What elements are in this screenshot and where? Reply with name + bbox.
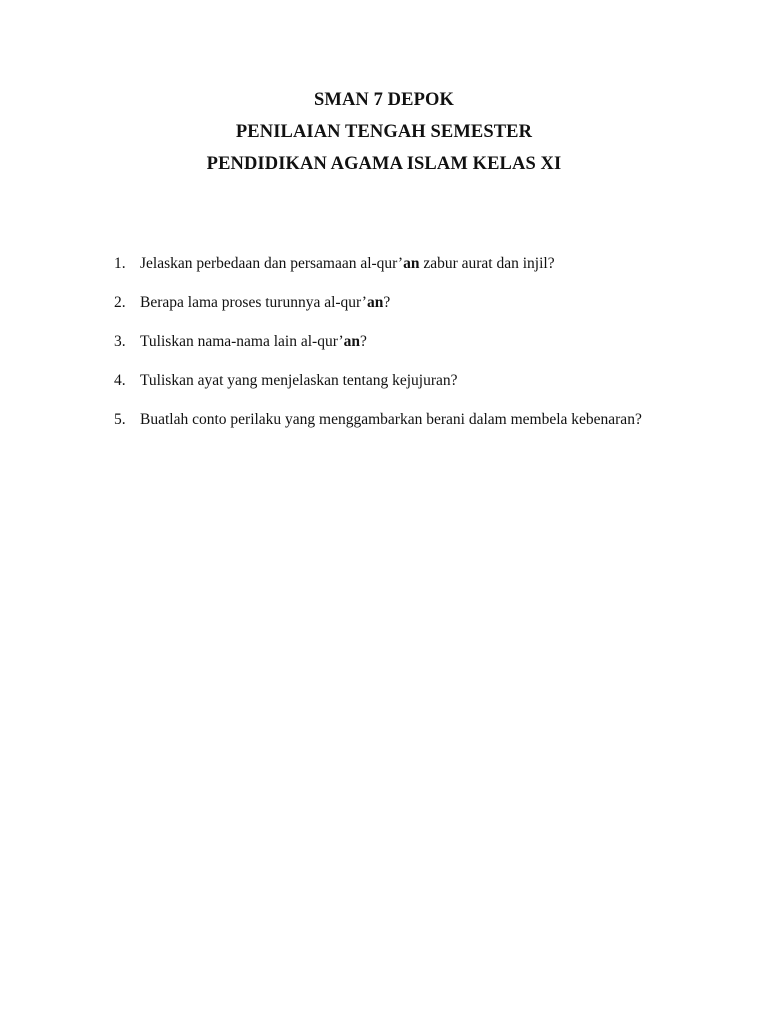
- question-text: [140, 283, 674, 322]
- question-item-4: [114, 361, 674, 400]
- question-text: Buatlah conto perilaku yang menggambarkan berani dalam membela kebenaran?: [140, 411, 642, 428]
- question-text-part: Tuliskan nama-nama lain al-qur’: [140, 333, 344, 350]
- question-list: [114, 244, 674, 440]
- question-text: [140, 244, 674, 283]
- subject-title: PENDIDIKAN AGAMA ISLAM KELAS XI: [206, 154, 562, 174]
- question-item-2: [114, 283, 674, 322]
- question-text-part: ?: [359, 333, 367, 350]
- question-text-part: ?: [383, 294, 391, 311]
- question-number: 2.: [114, 294, 126, 311]
- question-text-bold: an: [366, 294, 384, 311]
- question-number: 5.: [114, 411, 126, 428]
- question-number: 1.: [114, 255, 126, 272]
- question-text-part: zabur aurat dan injil?: [419, 255, 555, 272]
- school-name: SMAN 7 DEPOK: [314, 90, 454, 110]
- question-item-3: [114, 322, 674, 361]
- question-item-1: [114, 244, 674, 283]
- question-text-bold: an: [343, 333, 360, 350]
- question-item-5: [114, 400, 674, 440]
- question-text-part: Jelaskan perbedaan dan persamaan al-qur’: [140, 255, 404, 272]
- question-text: [140, 322, 674, 361]
- question-text-bold: an: [403, 255, 420, 272]
- question-text-part: Berapa lama proses turunnya al-qur’: [140, 294, 367, 311]
- question-text: Tuliskan ayat yang menjelaskan tentang kejujuran?: [140, 372, 458, 389]
- document-header: [0, 84, 768, 180]
- exam-title: PENILAIAN TENGAH SEMESTER: [235, 122, 533, 142]
- question-number: 4.: [114, 372, 126, 389]
- question-number: 3.: [114, 333, 126, 350]
